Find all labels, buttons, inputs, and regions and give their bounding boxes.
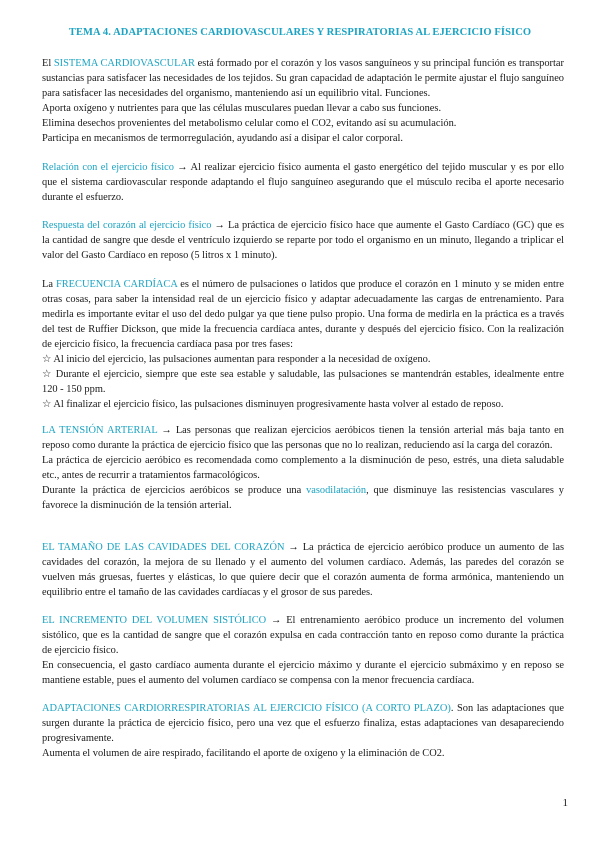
section-respuesta-corazon [42, 218, 564, 263]
text: es el número de pulsaciones o latidos que produce el corazón en 1 minuto y se miden entre otras cosas, para saber la intensidad real de un ejercicio físico y adaptar adecuadamente las cargas de entrenamiento. Para medirla es importante evitar el uso del dedo pulgar ya que tiene pulso propio. Una forma de medirla en la práctica es a través del test de Ruffier Dickson, que mide la frecuencia cardíaca antes, durante y después del ejercicio físico. Con la realización de ejercicio físico, la frecuencia cardíaca pasa por tres fases: [42, 279, 564, 350]
highlight-term: EL INCREMENTO DEL VOLUMEN SISTÓLICO [42, 615, 267, 626]
section-volumen-sistolico [42, 613, 564, 688]
paragraph [42, 160, 564, 205]
highlight-term: LA TENSIÓN ARTERIAL [42, 425, 158, 436]
section-tension-arterial [42, 423, 564, 513]
text: está formado por el corazón y los vasos sanguíneos y su principal función es transportar sustancias para satisfacer las necesidades de los tejidos. Su gran capacidad de adaptación le permite ajustar el flujo sanguíneo para satisfacer las necesidades del organismo, manteniendo así un equilibrio vital. Funciones. [42, 58, 564, 99]
paragraph [42, 701, 564, 746]
highlight-term: Relación con el ejercicio físico [42, 162, 174, 173]
paragraph [42, 423, 564, 453]
highlight-term: FRECUENCIA CARDÍACA [55, 279, 178, 290]
highlight-term: EL TAMAÑO DE LAS CAVIDADES DEL CORAZÓN [42, 542, 285, 553]
highlight-term: ADAPTACIONES CARDIORRESPIRATORIAS AL EJERCICIO FÍSICO (A CORTO PLAZO) [42, 703, 451, 714]
highlight-term: SISTEMA CARDIOVASCULAR [53, 58, 195, 69]
list-item: ☆ Al inicio del ejercicio, las pulsaciones aumentan para responder a la necesidad de oxígeno. [42, 354, 431, 365]
document-title: TEMA 4. ADAPTACIONES CARDIOVASCULARES Y RESPIRATORIAS AL EJERCICIO FÍSICO [68, 27, 532, 38]
section-tamano-cavidades [42, 540, 564, 600]
highlight-term: Respuesta del corazón al ejercicio físico [42, 220, 212, 231]
paragraph: La práctica de ejercicio aeróbico es recomendada como complemento a la disminución de peso, estrés, una dieta saludable etc., antes de recurrir a tratamientos farmacológicos. [42, 455, 564, 481]
highlight-term: vasodilatación [306, 485, 367, 496]
text: , que disminuye las resistencias vasculares y favorece la disminución de la tensión arterial. [42, 485, 564, 511]
paragraph [42, 613, 564, 658]
text: El [42, 58, 54, 69]
text: La [42, 279, 56, 290]
list-item: ☆ Al finalizar el ejercicio físico, las pulsaciones disminuyen progresivamente hasta volver al estado de reposo. [42, 399, 504, 410]
paragraph [42, 218, 564, 263]
section-frecuencia-cardiaca [42, 277, 564, 412]
section-sistema-cardiovascular [42, 56, 564, 146]
list-item: Aumenta el volumen de aire respirado, facilitando el aporte de oxígeno y la eliminación de CO2. [42, 748, 445, 759]
paragraph [42, 540, 564, 600]
list-item: ☆ Durante el ejercicio, siempre que este sea estable y saludable, las pulsaciones se mantendrán estables, idealmente entre 120 - 150 ppm. [42, 369, 564, 395]
page-number: 1 [562, 797, 568, 809]
paragraph [42, 56, 564, 101]
paragraph: En consecuencia, el gasto cardíaco aumenta durante el ejercicio máximo y durante el ejercicio submáximo y en reposo se mantiene estable, pues el aumento del volumen cardíaco se compensa con la menor frecuencia cardíaca. [42, 660, 564, 686]
text: → Las personas que realizan ejercicios aeróbicos tienen la tensión arterial más baja tanto en reposo como durante la práctica de ejercicio físico que las personas que no lo realizan, reduciendo así la carga del corazón. [42, 425, 564, 451]
list-item: Aporta oxígeno y nutrientes para que las células musculares puedan llevar a cabo sus funciones. [42, 103, 442, 114]
section-adaptaciones-cardiorrespiratorias [42, 701, 564, 761]
text: → Al realizar ejercicio físico aumenta el gasto energético del tejido muscular y es por ello que el sistema cardiovascular responde adaptando el flujo sanguíneo asegurando que el músculo reciba el aporte necesario durante el esfuerzo. [42, 162, 564, 203]
text: → La práctica de ejercicio físico hace que aumente el Gasto Cardíaco (GC) que es la cantidad de sangre que desde el ventrículo izquierdo se reparte por todo el organismo en un minuto, llegando a triplicar el valor del Gasto Cardíaco en reposo (5 litros x 1 minuto). [42, 220, 564, 261]
text: → La práctica de ejercicio aeróbico produce un aumento de las cavidades del corazón, la mejora de su llenado y el aumento del volumen cardíaco. Además, las paredes del corazón se vuelven más gruesas, fuertes y elásticas, lo que quiere decir que el corazón aumenta de forma armónica, manteniendo un equilibrio entre el tamaño de las cavidades cardíacas y el grosor de sus paredes. [42, 542, 564, 598]
text: → El entrenamiento aeróbico produce un incremento del volumen sistólico, que es la cantidad de sangre que el corazón expulsa en cada contracción tanto en reposo como durante la práctica de ejercicio físico. [42, 615, 564, 656]
list-item: Participa en mecanismos de termorregulación, ayudando así a disipar el calor corporal. [42, 133, 403, 144]
paragraph [42, 483, 564, 513]
text: . Son las adaptaciones que surgen durante la práctica de ejercicio físico, pero una vez que el esfuerzo finaliza, estas adaptaciones van desapareciendo progresivamente. [42, 703, 564, 744]
text: Durante la práctica de ejercicios aeróbicos se produce una [42, 485, 307, 496]
paragraph [42, 277, 564, 352]
section-relacion-ejercicio [42, 160, 564, 205]
list-item: Elimina desechos provenientes del metabolismo celular como el CO2, evitando así su acumulación. [42, 118, 457, 129]
